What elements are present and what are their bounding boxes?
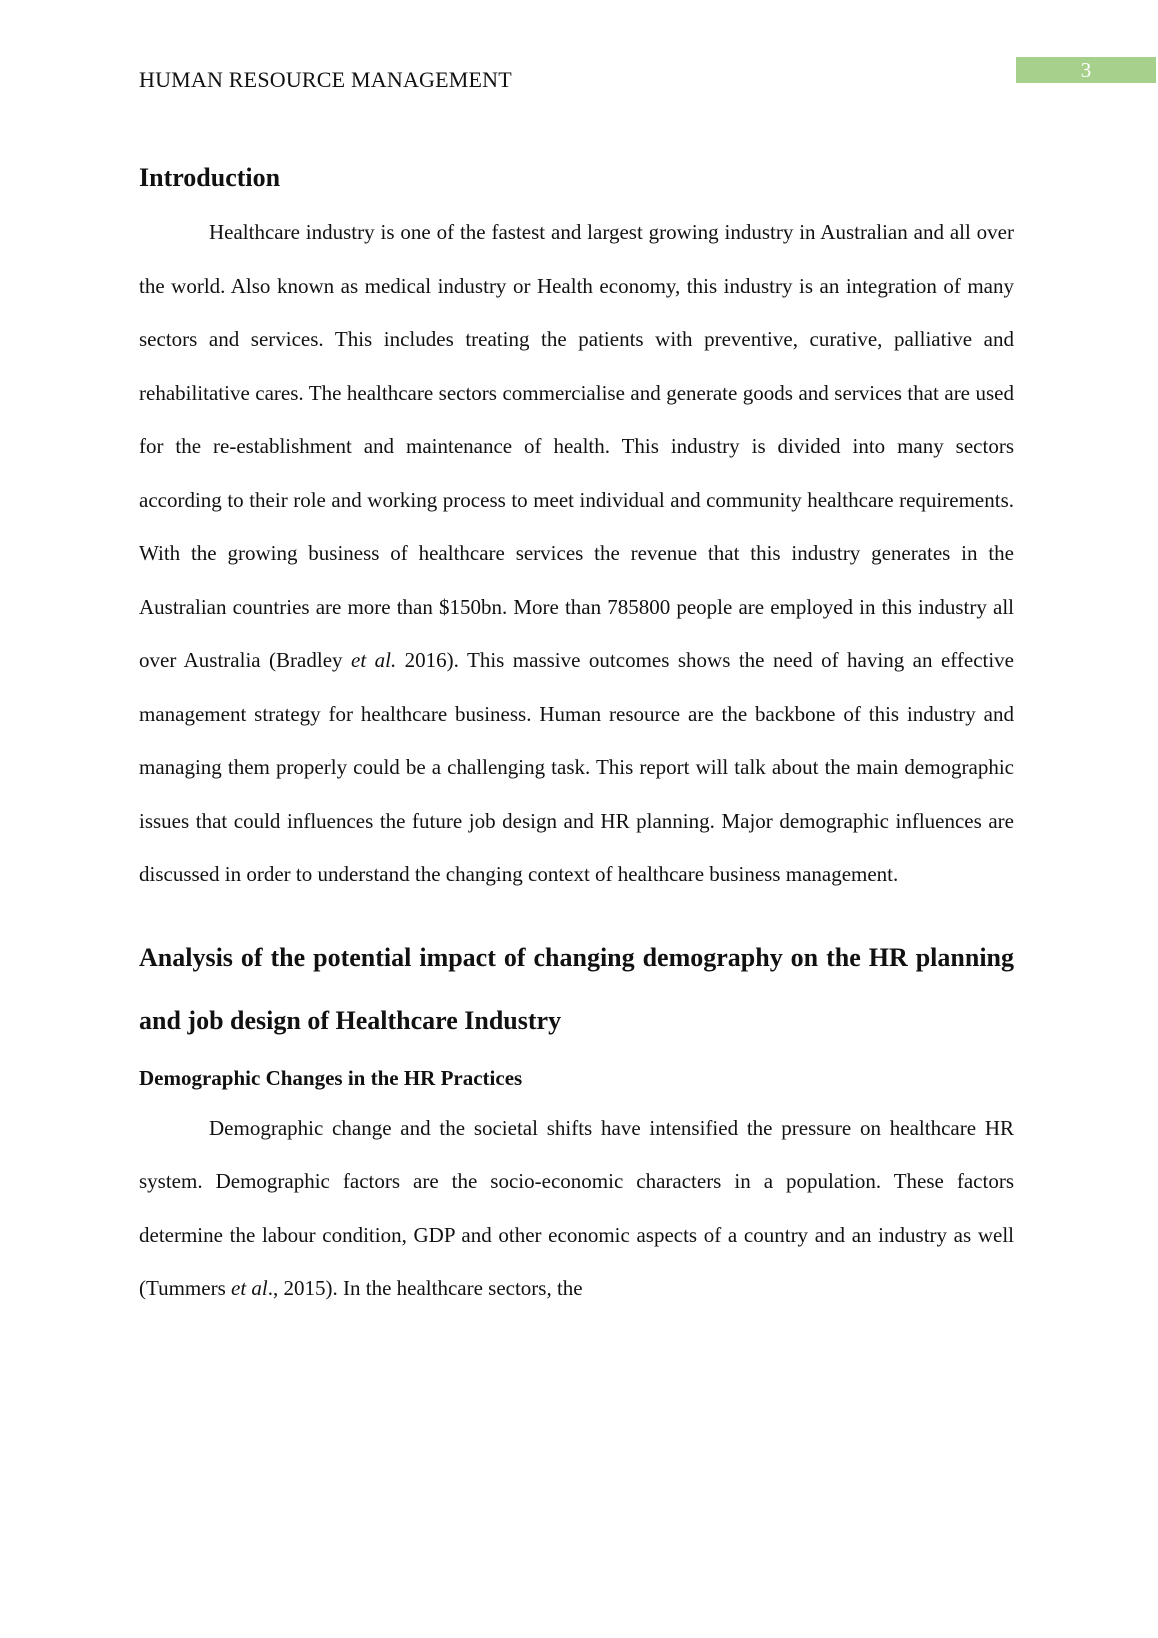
demographic-text-a: Demographic change and the societal shifts have intensified the pressure on healthcare HR system. Demographic factors are the socio-economic characters in a population. These factors determine the labour condition, GDP and other economic aspects of a country and an industry as well (Tummers	[139, 1115, 1014, 1300]
citation-et-al-2: et al	[231, 1276, 268, 1300]
document-body	[139, 156, 1014, 1316]
demographic-text-b: ., 2015). In the healthcare sectors, the	[267, 1276, 583, 1300]
page-number: 3	[1016, 57, 1156, 83]
introduction-heading: Introduction	[139, 163, 281, 192]
introduction-paragraph	[139, 206, 1014, 902]
running-head: HUMAN RESOURCE MANAGEMENT	[139, 67, 512, 92]
introduction-text-b: 2016). This massive outcomes shows the need of having an effective management strategy for healthcare business. Human resource are the backbone of this industry and managing them properly could be a challenging task. This report will talk about the main demographic issues that could influences the future job design and HR planning. Major demographic influences are discussed in order to understand the changing context of healthcare business management.	[139, 648, 1015, 886]
demographic-changes-paragraph	[139, 1102, 1014, 1316]
citation-et-al: et al.	[351, 648, 397, 672]
demographic-changes-subheading: Demographic Changes in the HR Practices	[139, 1065, 523, 1090]
introduction-text-a: Healthcare industry is one of the fastest and largest growing industry in Australian and all over the world. Also known as medical industry or Health economy, this industry is an integration of many sectors and services. This includes treating the patients with preventive, curative, palliative and rehabilitative cares. The healthcare sectors commercialise and generate goods and services that are used for the re-establishment and maintenance of health. This industry is divided into many sectors according to their role and working process to meet individual and community healthcare requirements. With the growing business of healthcare services the revenue that this industry generates in the Australian countries are more than $150bn. More than 785800 people are employed in this industry all over Australia (Bradley	[139, 220, 1014, 672]
analysis-heading: Analysis of the potential impact of changing demography on the HR planning and job design of Healthcare Industry	[139, 942, 1014, 1035]
